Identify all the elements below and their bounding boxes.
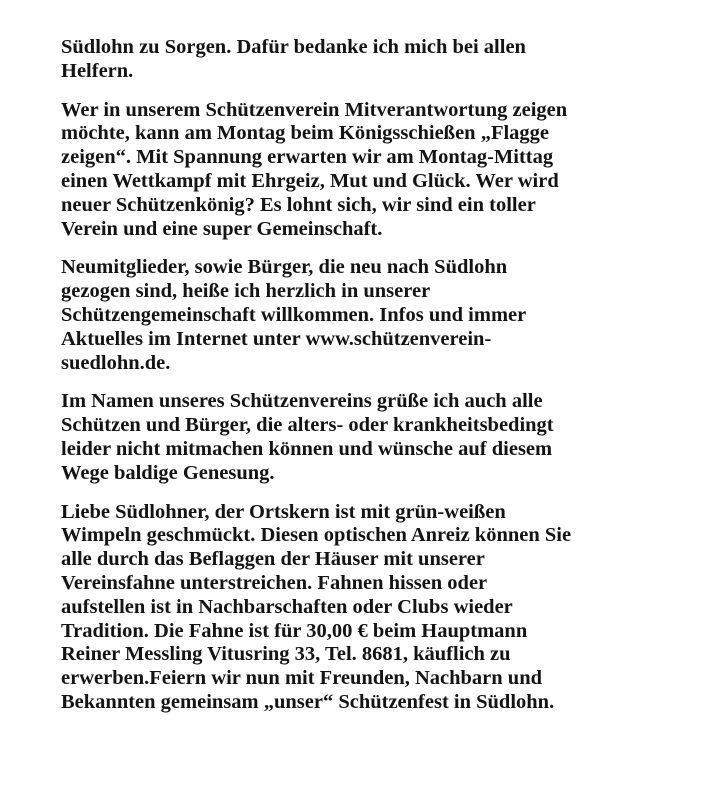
paragraph-new-members	[61, 256, 681, 375]
text-line: gezogen sind, heiße ich herzlich in unserer	[61, 280, 431, 303]
text-line: Neumitglieder, sowie Bürger, die neu nach Südlohn	[61, 256, 508, 279]
text-line: möchte, kann am Montag beim Königsschießen „Flagge	[61, 122, 550, 145]
text-line: Helfern.	[61, 59, 134, 82]
paragraph-closing-thanks	[61, 36, 681, 84]
paragraph-flags	[61, 501, 681, 715]
text-line: leider nicht mitmachen können und wünsche auf diesem	[61, 437, 553, 460]
text-line: Vereinsfahne unterstreichen. Fahnen hissen oder	[61, 571, 488, 594]
text-line: Schützengemeinschaft willkommen. Infos und immer	[61, 303, 527, 326]
text-line: Wege baldige Genesung.	[61, 461, 275, 484]
text-line: Aktuelles im Internet unter www.schützenverein-	[61, 327, 492, 350]
text-line: einen Wettkampf mit Ehrgeiz, Mut und Glück. Wer wird	[61, 169, 559, 192]
text-line: suedlohn.de.	[61, 351, 171, 374]
text-line: Wimpeln geschmückt. Diesen optischen Anreiz können Sie	[61, 524, 572, 547]
text-line: Verein und eine super Gemeinschaft.	[61, 217, 383, 240]
text-line: alle durch das Beflaggen der Häuser mit unserer	[61, 548, 485, 571]
text-line: zeigen“. Mit Spannung erwarten wir am Montag-Mittag	[61, 146, 554, 169]
paragraph-koenigsschiessen	[61, 99, 681, 242]
text-line: aufstellen ist in Nachbarschaften oder Clubs wieder	[61, 595, 513, 618]
text-line: Wer in unserem Schützenverein Mitverantwortung zeigen	[61, 98, 568, 121]
text-line: erwerben.Feiern wir nun mit Freunden, Nachbarn und	[61, 667, 543, 690]
paragraph-greetings	[61, 390, 681, 485]
text-line: Im Namen unseres Schützenvereins grüße ich auch alle	[61, 390, 543, 413]
text-line: Schützen und Bürger, die alters- oder krankheitsbedingt	[61, 414, 554, 437]
text-line: Bekannten gemeinsam „unser“ Schützenfest in Südlohn.	[61, 690, 555, 713]
document-body	[61, 36, 681, 730]
text-line: Reiner Messling Vitusring 33, Tel. 8681, käuflich zu	[61, 643, 511, 666]
text-line: Tradition. Die Fahne ist für 30,00 € beim Hauptmann	[61, 619, 528, 642]
text-line: Liebe Südlohner, der Ortskern ist mit grün-weißen	[61, 500, 506, 523]
text-line: Südlohn zu Sorgen. Dafür bedanke ich mich bei allen	[61, 36, 526, 58]
text-line: neuer Schützenkönig? Es lohnt sich, wir sind ein toller	[61, 193, 536, 216]
